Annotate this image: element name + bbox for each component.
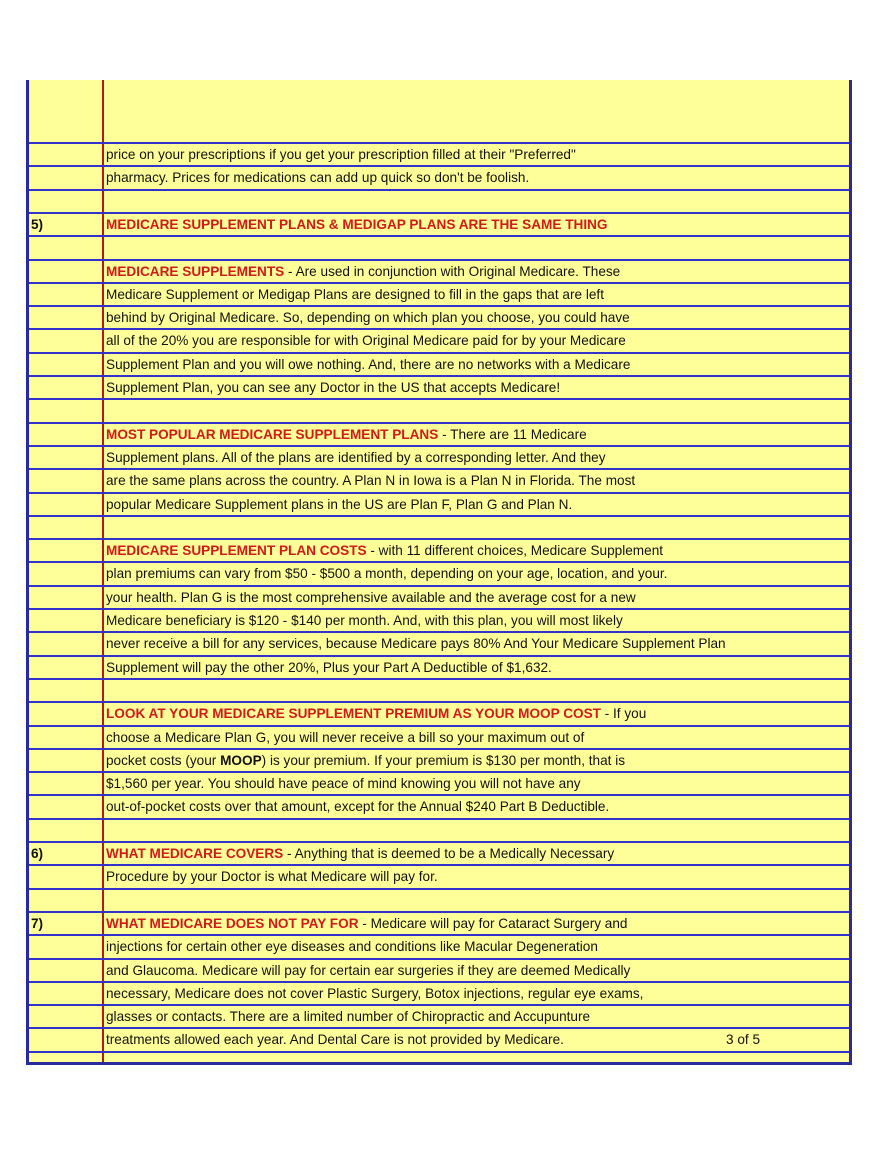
text-row [106,287,845,303]
row-body-text: - Anything that is deemed to be a Medically Necessary [283,846,615,861]
text-row [106,497,845,513]
notebook-page [26,80,852,1065]
row-body-text: Procedure by your Doctor is what Medicare will pay for. [106,869,438,885]
text-row [106,310,845,326]
ruled-line [29,701,849,703]
ruled-line [29,1004,849,1006]
text-row [106,217,845,233]
row-body-text: plan premiums can vary from $50 - $500 a month, depending on your age, location, and your. [106,566,668,582]
row-body-text: $1,560 per year. You should have peace of mind knowing you will not have any [106,776,581,792]
text-row [106,473,845,489]
ruled-line [29,678,849,680]
ruled-line [29,841,849,843]
text-row [106,357,845,373]
text-row [106,963,845,979]
row-body-text: - Medicare will pay for Cataract Surgery and [358,915,628,931]
text-row [106,939,845,955]
section-heading: MEDICARE SUPPLEMENT PLANS & MEDIGAP PLANS ARE THE SAME THING [106,216,608,232]
ruled-line [29,282,849,284]
ruled-line [29,235,849,237]
row-body-text: popular Medicare Supplement plans in the US are Plan F, Plan G and Plan N. [106,496,573,512]
section-heading: MOST POPULAR MEDICARE SUPPLEMENT PLANS [106,426,439,442]
row-body-text: - with 11 different choices, Medicare Supplement [366,543,664,559]
section-number: 7) [31,915,44,931]
text-row [106,543,845,559]
ruled-line [29,259,849,261]
row-body-text: - There are 11 Medicare [438,426,587,442]
row-body-text: Supplement Plan, you can see any Doctor in the US that accepts Medicare! [106,380,561,395]
text-row [106,380,845,396]
ruled-line [29,212,849,214]
ruled-line [29,375,849,377]
row-body-text: Supplement plans. All of the plans are identified by a corresponding letter. And they [106,449,606,465]
row-body-text: treatments allowed each year. And Dental Care is not provided by Medicare. [106,1032,564,1048]
ruled-line [29,911,849,913]
ruled-line [29,352,849,354]
text-row [106,264,845,280]
text-row [106,799,845,815]
ruled-line [29,165,849,167]
row-body-text: injections for certain other eye diseases and conditions like Macular Degeneration [106,939,598,955]
ruled-line [29,655,849,657]
ruled-line [29,1051,849,1053]
section-heading: MEDICARE SUPPLEMENTS [106,263,285,279]
ruled-line [29,585,849,587]
row-body-text: never receive a bill for any services, because Medicare pays 80% And Your Medicare Supplement Plan [106,636,726,652]
text-row [106,776,845,792]
section-number: 5) [31,216,44,232]
ruled-line [29,771,849,773]
ruled-line [29,142,849,144]
text-row [106,333,845,349]
row-body-text: out-of-pocket costs over that amount, except for the Annual $240 Part B Deductible. [106,799,610,815]
row-body-text: pharmacy. Prices for medications can add up quick so don't be foolish. [106,170,530,186]
text-row [106,916,845,932]
ruled-line [29,631,849,633]
row-body-text: - Are used in conjunction with Original Medicare. These [284,263,621,279]
text-row [106,613,845,629]
row-body-text: Supplement will pay the other 20%, Plus your Part A Deductible of $1,632. [106,659,552,675]
text-row [106,730,845,746]
text-row [106,660,845,676]
ruled-line [29,468,849,470]
margin-line [102,80,104,1062]
text-row [106,846,845,862]
text-row [106,869,845,885]
ruled-line [29,934,849,936]
ruled-line [29,608,849,610]
row-body-text: necessary, Medicare does not cover Plastic Surgery, Botox injections, regular eye exams, [106,985,644,1001]
text-row [106,427,845,443]
row-text-pre: pocket costs (your [106,752,221,768]
row-body-text: all of the 20% you are responsible for with Original Medicare paid for by your Medicare [106,333,626,349]
text-row [106,170,845,186]
text-row [106,706,845,722]
row-body-text: are the same plans across the country. A Plan N in Iowa is a Plan N in Florida. The most [106,473,636,489]
ruled-line [29,1027,849,1029]
ruled-line [29,398,849,400]
row-body-text: glasses or contacts. There are a limited number of Chiropractic and Accupunture [106,1009,591,1025]
ruled-line [29,189,849,191]
ruled-line [29,515,849,517]
ruled-line [29,748,849,750]
ruled-line [29,328,849,330]
ruled-line [29,958,849,960]
ruled-line [29,492,849,494]
row-body-text: and Glaucoma. Medicare will pay for certain ear surgeries if they are deemed Medically [106,962,631,978]
section-heading: LOOK AT YOUR MEDICARE SUPPLEMENT PREMIUM AS YOUR MOOP COST [106,706,601,722]
ruled-line [29,794,849,796]
ruled-line [29,422,849,424]
row-body-text: - If you [600,706,647,722]
text-row [106,147,845,163]
row-body-text: your health. Plan G is the most comprehensive available and the average cost for a new [106,589,636,605]
ruled-line [29,561,849,563]
ruled-line [29,888,849,890]
row-body-text: choose a Medicare Plan G, you will never receive a bill so your maximum out of [106,729,585,745]
section-number: 6) [31,846,44,861]
ruled-line [29,305,849,307]
text-row [106,590,845,606]
row-body-text: Supplement Plan and you will owe nothing. And, there are no networks with a Medicare [106,356,631,372]
row-body-text: behind by Original Medicare. So, depending on which plan you choose, you could have [106,310,630,326]
ruled-line [29,725,849,727]
section-heading: WHAT MEDICARE DOES NOT PAY FOR [106,915,359,931]
text-row [106,636,845,652]
row-body-text: Medicare beneficiary is $120 - $140 per month. And, with this plan, you will most likely [106,613,623,628]
ruled-line [29,818,849,820]
ruled-line [29,538,849,540]
section-heading: MEDICARE SUPPLEMENT PLAN COSTS [106,543,367,559]
row-body-text: price on your prescriptions if you get your prescription filled at their "Preferred" [106,147,576,162]
bold-term: MOOP [220,752,262,768]
page-number: 3 of 5 [726,1032,761,1048]
ruled-line [29,445,849,447]
row-body-text: Medicare Supplement or Medigap Plans are designed to fill in the gaps that are left [106,286,604,302]
text-row [106,1009,845,1025]
text-row [106,753,845,769]
text-row [106,566,845,582]
ruled-line [29,981,849,983]
row-body-text: ) is your premium. If your premium is $130 per month, that is [261,752,626,768]
section-heading: WHAT MEDICARE COVERS [106,846,284,861]
text-row [106,450,845,466]
text-row [106,986,845,1002]
ruled-line [29,864,849,866]
